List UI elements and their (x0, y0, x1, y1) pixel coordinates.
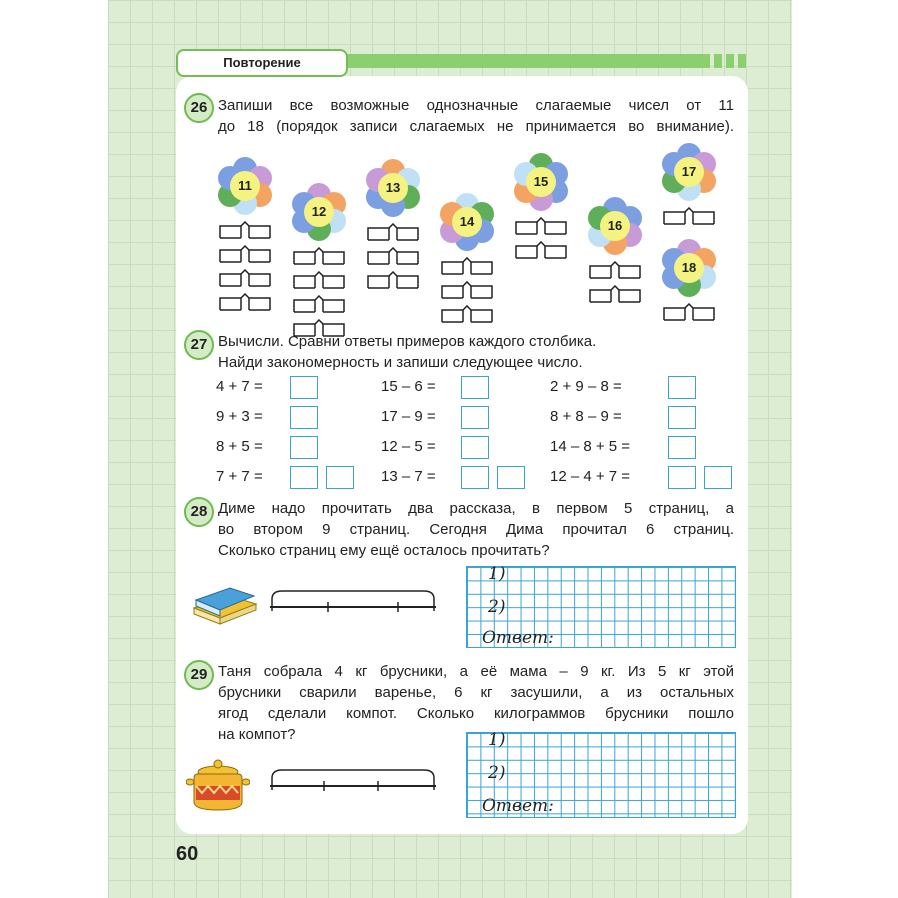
task-29-line-1: Таня собрала 4 кг брусники, а её мама – 9 кг. Из 5 кг этой (218, 663, 734, 680)
flower-number: 11 (230, 171, 260, 201)
step-1-label: 1) (488, 730, 506, 750)
addend-box-pair[interactable] (441, 281, 493, 299)
expr-col2-row4: 13 – 7 = (381, 468, 436, 485)
page-number: 60 (176, 843, 199, 865)
answer-box[interactable] (290, 406, 318, 429)
addend-box-pair[interactable] (219, 269, 271, 287)
header-bar (340, 54, 710, 68)
expr-col1-row1: 4 + 7 = (216, 378, 263, 395)
addend-box-pair[interactable] (293, 295, 345, 313)
task-29-number: 29 (184, 660, 214, 690)
addend-box-pair[interactable] (219, 293, 271, 311)
answer-box[interactable] (497, 466, 525, 489)
task-27-line-1: Вычисли. Сравни ответы примеров каждого столбика. (218, 333, 597, 350)
pot-icon (186, 752, 250, 816)
expr-col3-row3: 14 – 8 + 5 = (550, 438, 631, 455)
segment-diagram (268, 764, 438, 794)
answer-box[interactable] (668, 436, 696, 459)
expr-col2-row2: 17 – 9 = (381, 408, 436, 425)
answer-box[interactable] (461, 406, 489, 429)
addend-box-pair[interactable] (219, 221, 271, 239)
flower (658, 141, 720, 203)
answer-box[interactable] (668, 406, 696, 429)
book-icon (190, 578, 260, 626)
expr-col3-row1: 2 + 9 – 8 = (550, 378, 622, 395)
answer-box[interactable] (290, 436, 318, 459)
task-28-number: 28 (184, 497, 214, 527)
expr-col1-row3: 8 + 5 = (216, 438, 263, 455)
task-26-number: 26 (184, 93, 214, 123)
addend-box-pair[interactable] (663, 303, 715, 321)
step-1-label: 1) (488, 564, 506, 584)
expr-col1-row2: 9 + 3 = (216, 408, 263, 425)
flower-number: 13 (378, 173, 408, 203)
task-27-number: 27 (184, 330, 214, 360)
answer-label: Ответ: (482, 796, 554, 816)
addend-box-pair[interactable] (515, 241, 567, 259)
flower-number: 14 (452, 207, 482, 237)
flower (510, 151, 572, 213)
addend-box-pair[interactable] (515, 217, 567, 235)
answer-box[interactable] (461, 376, 489, 399)
addend-box-pair[interactable] (367, 271, 419, 289)
flower (658, 237, 720, 299)
answer-box[interactable] (290, 376, 318, 399)
flower (436, 191, 498, 253)
expr-col1-row4: 7 + 7 = (216, 468, 263, 485)
addend-box-pair[interactable] (441, 305, 493, 323)
addend-box-pair[interactable] (589, 285, 641, 303)
task-26-line-1: Запиши все возможные однозначные слагаемые чисел от 11 (218, 97, 734, 114)
flower (288, 181, 350, 243)
expr-col3-row4: 12 – 4 + 7 = (550, 468, 631, 485)
answer-box[interactable] (461, 466, 489, 489)
expr-col2-row1: 15 – 6 = (381, 378, 436, 395)
answer-box[interactable] (326, 466, 354, 489)
task-29-line-3: ягод сделали компот. Сколько килограммов брусники пошло (218, 705, 734, 722)
segment-diagram (268, 585, 438, 615)
addend-box-pair[interactable] (663, 207, 715, 225)
task-29-line-2: брусники сварили варенье, 6 кг засушили, а из остальных (218, 684, 734, 701)
answer-box[interactable] (461, 436, 489, 459)
answer-box[interactable] (668, 376, 696, 399)
answer-box[interactable] (668, 466, 696, 489)
task-28-line-1: Диме надо прочитать два рассказа, в первом 5 страниц, а (218, 500, 734, 517)
step-2-label: 2) (488, 597, 506, 617)
flower (584, 195, 646, 257)
task-28-line-2: во втором 9 страниц. Сегодня Дима прочитал 6 страниц. (218, 521, 734, 538)
expr-col3-row2: 8 + 8 – 9 = (550, 408, 622, 425)
answer-box[interactable] (290, 466, 318, 489)
addend-box-pair[interactable] (219, 245, 271, 263)
addend-box-pair[interactable] (589, 261, 641, 279)
addend-box-pair[interactable] (367, 223, 419, 241)
addend-box-pair[interactable] (293, 271, 345, 289)
header-stripe (714, 54, 722, 68)
answer-box[interactable] (704, 466, 732, 489)
flower-number: 15 (526, 167, 556, 197)
flower-number: 18 (674, 253, 704, 283)
flower (214, 155, 276, 217)
section-title: Повторение (176, 49, 348, 77)
addend-box-pair[interactable] (293, 247, 345, 265)
answer-label: Ответ: (482, 628, 554, 648)
expr-col2-row3: 12 – 5 = (381, 438, 436, 455)
task-26-line-2: до 18 (порядок записи слагаемых не принимается во внимание). (218, 118, 734, 135)
addend-box-pair[interactable] (367, 247, 419, 265)
task-29-line-4: на компот? (218, 726, 296, 743)
header-stripe (726, 54, 734, 68)
flower (362, 157, 424, 219)
flower-number: 17 (674, 157, 704, 187)
flower-number: 12 (304, 197, 334, 227)
header-stripe (738, 54, 746, 68)
task-27-line-2: Найди закономерность и запиши следующее число. (218, 354, 583, 371)
task-28-line-3: Сколько страниц ему ещё осталось прочитать? (218, 542, 550, 559)
flower-number: 16 (600, 211, 630, 241)
step-2-label: 2) (488, 763, 506, 783)
addend-box-pair[interactable] (441, 257, 493, 275)
